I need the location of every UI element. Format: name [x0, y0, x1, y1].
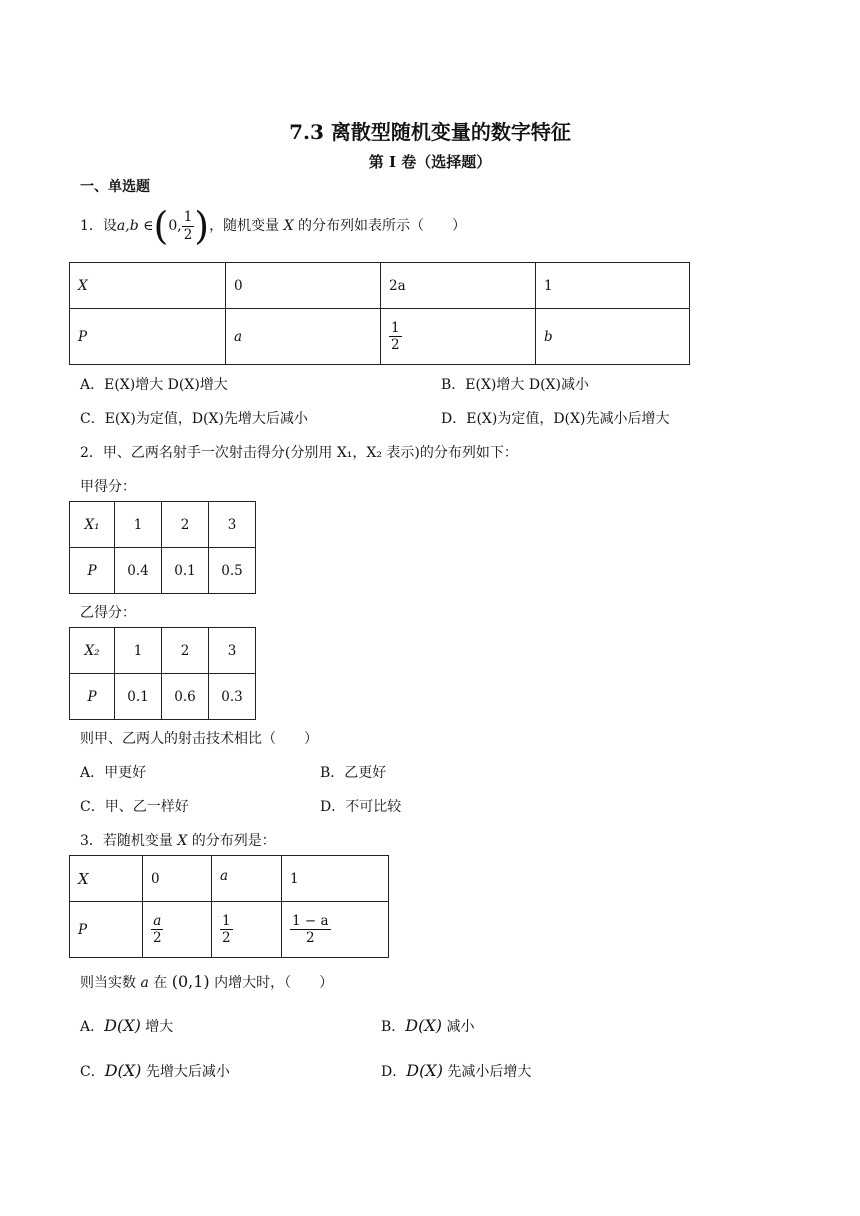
q2-yi-row-probs	[70, 674, 256, 720]
q1-cell-1: 1	[536, 263, 690, 309]
q2-yi-p: P	[70, 674, 115, 720]
q1-cell-half-frac	[389, 321, 402, 352]
q1-half-num: 1	[391, 319, 400, 336]
q1-cell-half	[381, 309, 536, 365]
q2-stem: 2．甲、乙两名射手一次射击得分(分别用 X₁，X₂ 表示)的分布列如下：	[80, 445, 518, 461]
q2-yi-x2: X₂	[70, 628, 115, 674]
q2-yi-p2: 0.6	[162, 674, 209, 720]
q3-f2-den: 2	[222, 930, 231, 946]
q3-question-var: a	[140, 975, 149, 991]
q3-question-c: 内增大时，（ ）	[214, 975, 334, 991]
q3-f3-den: 2	[305, 930, 315, 946]
q3-option-b-expr: D(X)	[405, 1016, 442, 1035]
q1-cell-a: a	[226, 309, 381, 365]
q3-option-a-expr: D(X)	[104, 1016, 141, 1035]
q1-cell-2a: 2a	[381, 263, 536, 309]
q2-jia-p1: 0.4	[115, 548, 162, 594]
q3-question-b: 在	[153, 975, 168, 991]
q2-option-c[interactable]: C．甲、乙一样好	[80, 799, 189, 815]
q3-cell-frac1	[143, 902, 212, 958]
q1-option-b[interactable]: B．E(X)增大 D(X)减小	[441, 377, 589, 393]
q3-f2-num: 1	[222, 912, 231, 929]
q2-yi-label: 乙得分：	[80, 605, 136, 621]
q3-option-d-tail: 先减小后增大	[447, 1064, 532, 1080]
q3-cell-x: X	[70, 856, 143, 902]
q2-yi-table	[69, 627, 256, 720]
q1-prefix: 1．设	[80, 218, 117, 234]
q3-stem-var: X	[177, 833, 188, 849]
q2-jia-v2: 2	[162, 502, 209, 548]
q3-option-b-letter: B．	[381, 1019, 406, 1035]
q2-jia-v3: 3	[209, 502, 256, 548]
q2-yi-v1: 1	[115, 628, 162, 674]
page-title: 7.3 离散型随机变量的数字特征	[289, 120, 571, 144]
q3-f3-num: 1 − a	[292, 912, 329, 929]
q3-f1-num: a	[153, 912, 162, 929]
q3-cell-0: 0	[143, 856, 212, 902]
q3-stem-a: 3．若随机变量	[80, 833, 173, 849]
q3-option-c[interactable]	[80, 1061, 230, 1081]
q1-elem: ∈	[143, 218, 154, 234]
q3-option-c-letter: C．	[80, 1064, 105, 1080]
q3-option-d-letter: D．	[381, 1064, 407, 1080]
q3-option-b[interactable]	[381, 1016, 474, 1036]
q3-option-b-tail: 减小	[446, 1019, 475, 1035]
q2-yi-v3: 3	[209, 628, 256, 674]
q2-jia-row-probs	[70, 548, 256, 594]
q3-cell-frac3	[282, 902, 389, 958]
q2-yi-row-values	[70, 628, 256, 674]
q2-jia-x1: X₁	[70, 502, 115, 548]
q3-option-c-expr: D(X)	[104, 1061, 142, 1080]
q2-question: 则甲、乙两人的射击技术相比（ ）	[80, 731, 318, 747]
q3-row-values	[70, 856, 389, 902]
q1-vars: a,b	[116, 218, 139, 234]
q2-jia-p3: 0.5	[209, 548, 256, 594]
q3-option-d-expr: D(X)	[406, 1061, 443, 1080]
q1-stem	[80, 204, 466, 248]
q1-interval-zero: 0,	[168, 218, 182, 234]
q2-yi-p3: 0.3	[209, 674, 256, 720]
q2-yi-v2: 2	[162, 628, 209, 674]
q2-jia-row-values	[70, 502, 256, 548]
q3-option-a[interactable]	[80, 1016, 173, 1036]
q3-frac-1-minus-a-over-2	[290, 914, 331, 945]
q2-option-d[interactable]: D．不可比较	[320, 799, 402, 815]
q3-option-a-letter: A．	[80, 1019, 105, 1035]
q3-question-interval: (0,1)	[171, 972, 210, 991]
q1-paren-close: )	[194, 204, 210, 248]
q3-cell-1: 1	[282, 856, 389, 902]
q3-option-a-tail: 增大	[145, 1019, 174, 1035]
q2-option-b[interactable]: B．乙更好	[320, 765, 387, 781]
q2-jia-p: P	[70, 548, 115, 594]
q3-stem-b: 的分布列是：	[191, 833, 276, 849]
q2-yi-p1: 0.1	[115, 674, 162, 720]
q1-cell-x: X	[70, 263, 226, 309]
q2-option-a[interactable]: A．甲更好	[80, 765, 147, 781]
q1-cell-b: b	[536, 309, 690, 365]
q1-option-d[interactable]: D．E(X)为定值，D(X)先减小后增大	[441, 411, 670, 427]
q2-jia-p2: 0.1	[162, 548, 209, 594]
q3-cell-a: a	[212, 856, 282, 902]
q3-f1-den: 2	[153, 930, 162, 946]
q3-stem	[80, 830, 276, 850]
q1-frac-den: 2	[183, 226, 193, 243]
q3-row-probs	[70, 902, 389, 958]
q2-jia-table	[69, 501, 256, 594]
q3-cell-frac2	[212, 902, 282, 958]
q1-paren-open: (	[153, 204, 169, 248]
q2-jia-label: 甲得分：	[80, 479, 136, 495]
q3-question-a: 则当实数	[80, 975, 136, 991]
q2-jia-v1: 1	[115, 502, 162, 548]
q1-option-c[interactable]: C．E(X)为定值，D(X)先增大后减小	[80, 411, 308, 427]
q1-cell-p: P	[70, 309, 226, 365]
page-subtitle: 第 I 卷（选择题）	[368, 153, 492, 171]
q1-table-row-values	[70, 263, 690, 309]
q3-question	[80, 972, 333, 992]
q1-table	[69, 262, 690, 365]
q1-table-row-probs	[70, 309, 690, 365]
q1-half-den: 2	[391, 337, 400, 353]
section-heading: 一、单选题	[80, 179, 150, 195]
q3-frac-1-over-2	[220, 914, 233, 945]
q1-cell-0: 0	[226, 263, 381, 309]
q1-stem-a: ，随机变量	[209, 218, 280, 234]
q1-frac-num: 1	[183, 209, 193, 226]
q1-stem-var: X	[283, 218, 294, 234]
q3-option-d[interactable]	[381, 1061, 531, 1081]
q3-frac-a-over-2	[151, 914, 164, 945]
q3-option-c-tail: 先增大后减小	[145, 1064, 230, 1080]
q1-interval-frac	[182, 210, 195, 241]
q3-cell-p: P	[70, 902, 143, 958]
q1-option-a[interactable]: A．E(X)增大 D(X)增大	[80, 377, 228, 393]
q1-stem-b: 的分布列如表所示（ ）	[298, 218, 466, 234]
q3-table	[69, 855, 389, 958]
